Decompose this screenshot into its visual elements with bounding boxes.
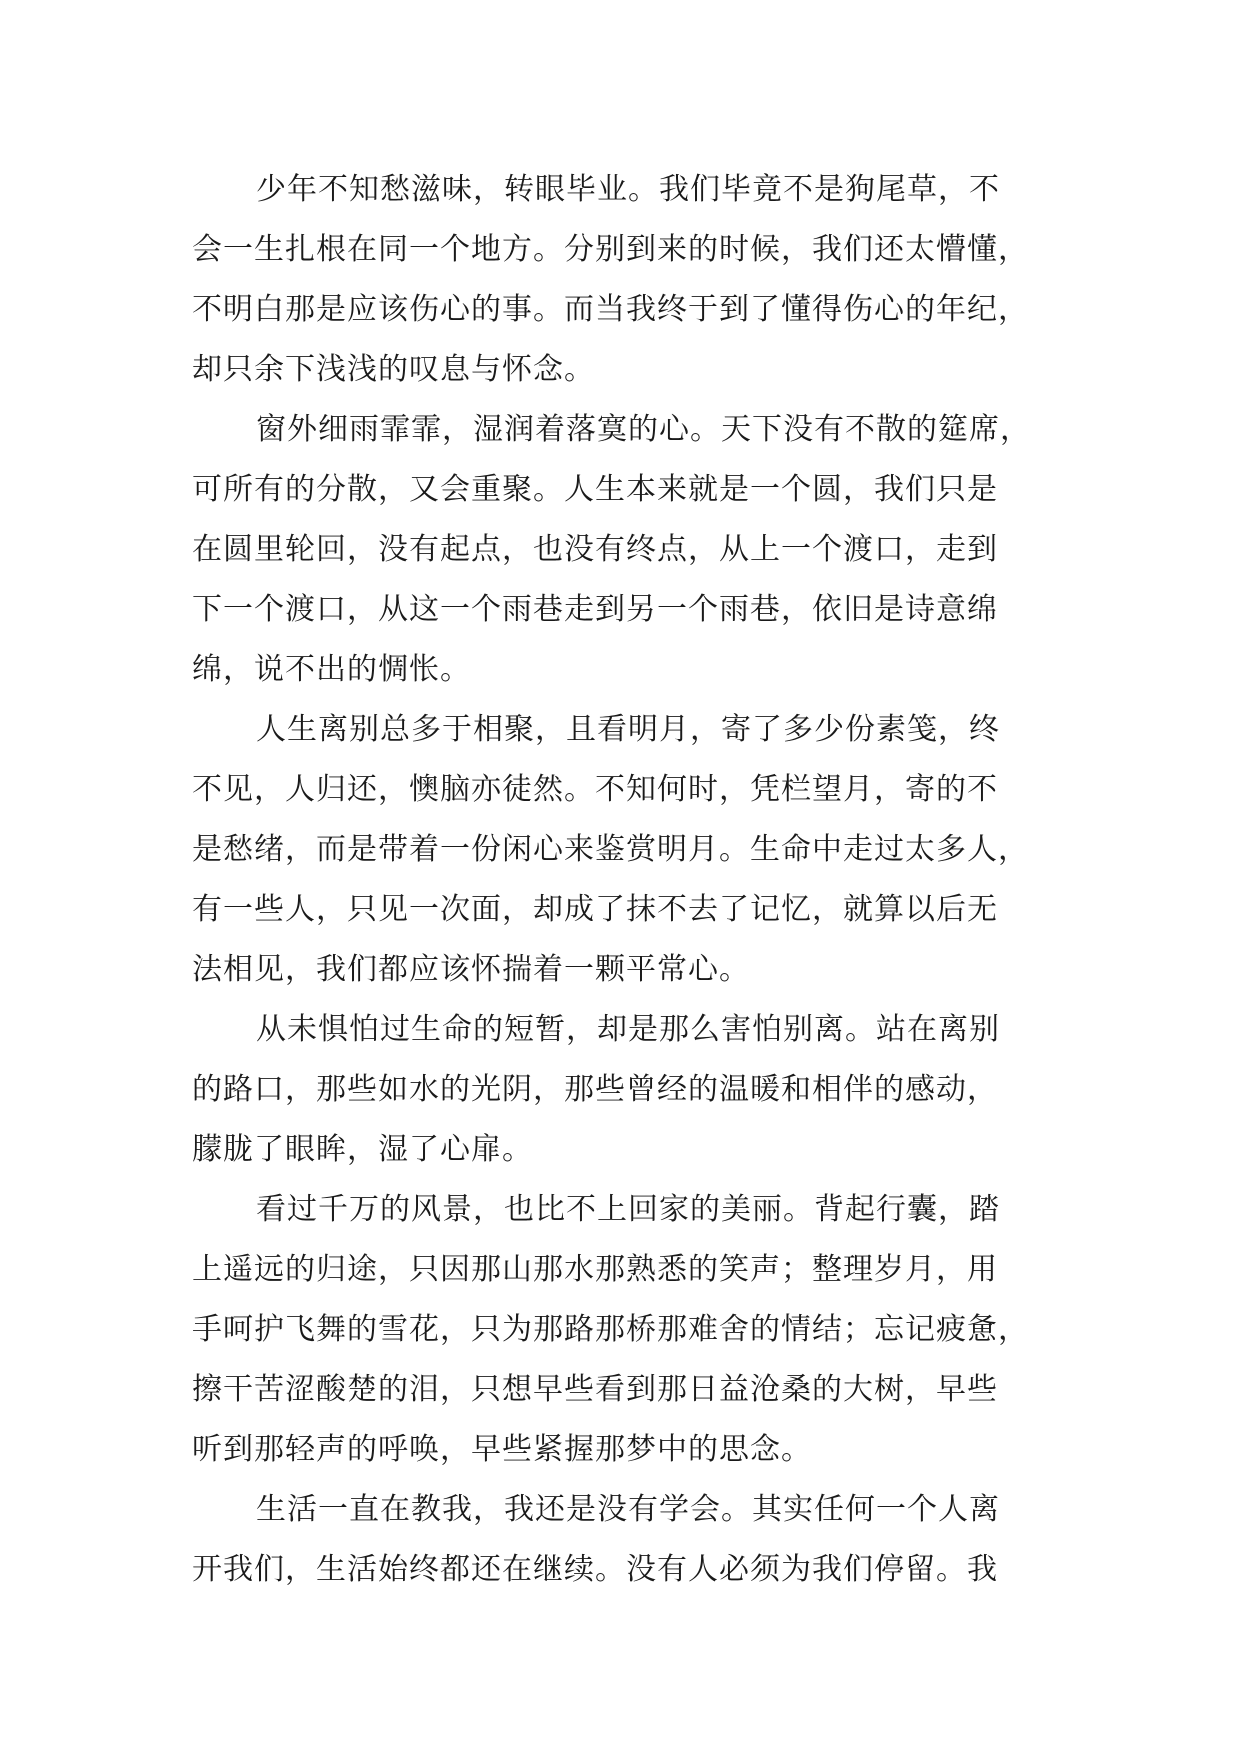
paragraph [192,1480,1092,1600]
text-line: 开我们，生活始终都还在继续。没有人必须为我们停留。我 [192,1552,998,1587]
text-line: 不明白那是应该伤心的事。而当我终于到了懂得伤心的年纪， [192,292,1029,327]
text-line: 朦胧了眼眸，湿了心扉。 [192,1132,533,1167]
text-line: 法相见，我们都应该怀揣着一颗平常心。 [192,952,750,987]
paragraph [192,400,1092,700]
text-line: 在圆里轮回，没有起点，也没有终点，从上一个渡口，走到 [192,532,998,567]
text-line: 人生离别总多于相聚，且看明月，寄了多少份素笺，终 [256,712,1000,747]
text-line: 是愁绪，而是带着一份闲心来鉴赏明月。生命中走过太多人， [192,832,1029,867]
paragraph [192,1000,1092,1180]
paragraph [192,700,1092,1000]
text-line: 上遥远的归途，只因那山那水那熟悉的笑声；整理岁月，用 [192,1252,998,1287]
body-text [192,160,1092,1600]
text-line: 下一个渡口，从这一个雨巷走到另一个雨巷，依旧是诗意绵 [192,592,998,627]
text-line: 可所有的分散，又会重聚。人生本来就是一个圆，我们只是 [192,472,998,507]
paragraph [192,1180,1092,1480]
text-line: 生活一直在教我，我还是没有学会。其实任何一个人离 [256,1492,1000,1527]
text-line: 从未惧怕过生命的短暂，却是那么害怕别离。站在离别 [256,1012,1000,1047]
text-line: 窗外细雨霏霏，湿润着落寞的心。天下没有不散的筵席， [256,412,1031,447]
text-line: 有一些人，只见一次面，却成了抹不去了记忆，就算以后无 [192,892,998,927]
paragraph [192,160,1092,400]
text-line: 不见，人归还，懊脑亦徒然。不知何时，凭栏望月，寄的不 [192,772,998,807]
text-line: 手呵护飞舞的雪花，只为那路那桥那难舍的情结；忘记疲惫， [192,1312,1029,1347]
text-line: 绵，说不出的惆怅。 [192,652,471,687]
text-line: 听到那轻声的呼唤，早些紧握那梦中的思念。 [192,1432,812,1467]
text-line: 少年不知愁滋味，转眼毕业。我们毕竟不是狗尾草，不 [256,172,1000,207]
text-line: 的路口，那些如水的光阴，那些曾经的温暖和相伴的感动， [192,1072,998,1107]
text-line: 看过千万的风景，也比不上回家的美丽。背起行囊，踏 [256,1192,1000,1227]
text-line: 却只余下浅浅的叹息与怀念。 [192,352,595,387]
text-line: 会一生扎根在同一个地方。分别到来的时候，我们还太懵懂， [192,232,1029,267]
text-line: 擦干苦涩酸楚的泪，只想早些看到那日益沧桑的大树，早些 [192,1372,998,1407]
